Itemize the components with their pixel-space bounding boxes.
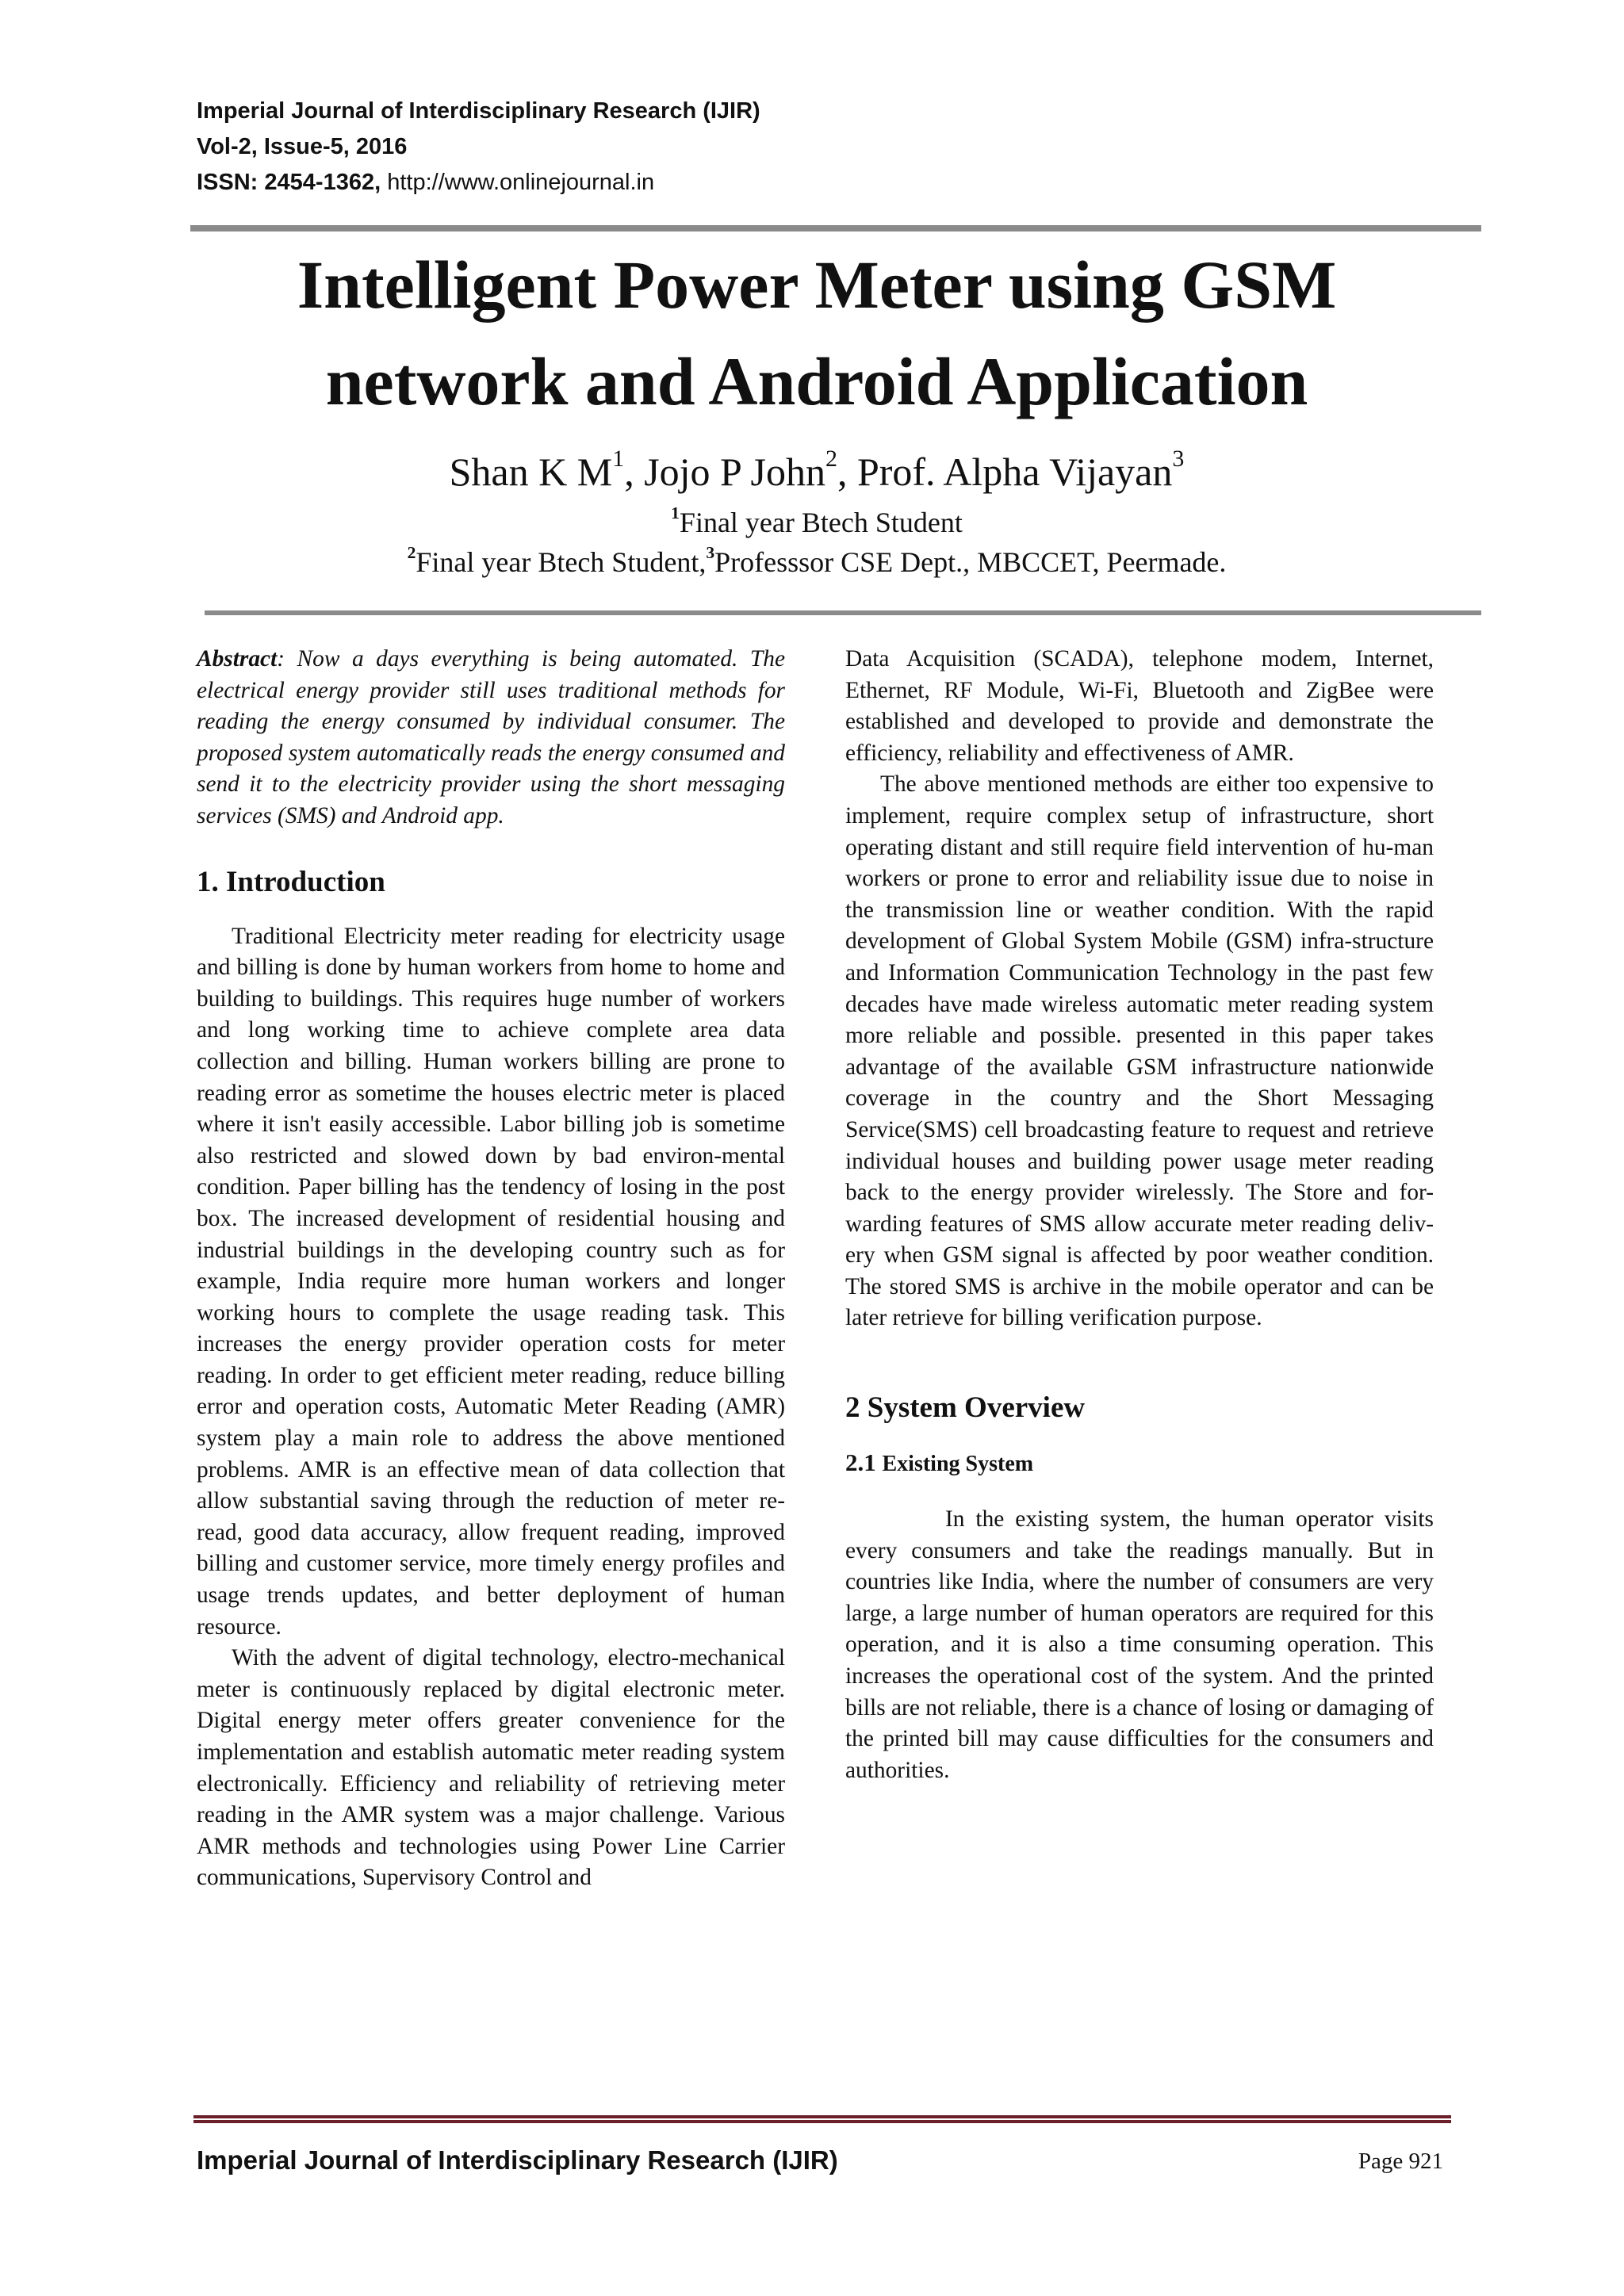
journal-name: Imperial Journal of Interdisciplinary Research (IJIR): [197, 98, 760, 124]
title-line-1: Intelligent Power Meter using GSM: [297, 247, 1337, 323]
page-footer: [197, 2145, 1443, 2177]
paragraph: In the existing system, the human operator visits every consumers and take the readings manually. But in countries like India, where the number of consumers are very large, a large number of human operators are required for this operation, and it is also a time consuming operation. This increases the operational cost of the system. And the printed bills are not reliable, there is a chance of losing or damaging of the printed bill may cause difficulties for the consumers and authorities.: [845, 1506, 1434, 1783]
header-divider: [190, 225, 1481, 232]
affiliation-1-text: Final year Btech Student: [679, 507, 963, 538]
abstract-text: : Now a days everything is being automated. The electrical energy provider still uses traditional methods for reading the energy consumed by individual consumer. The proposed system automatically reads the energy consumed and send it to the electricity provider using the short messaging services (SMS) and Android app.: [197, 646, 785, 828]
subsection-title: Existing System: [882, 1452, 1034, 1477]
footer-divider: [193, 2115, 1451, 2123]
volume-issue: Vol-2, Issue-5, 2016: [197, 134, 408, 159]
author-list: [190, 444, 1443, 499]
abstract-label: Abstract: [197, 646, 278, 672]
issn-label: ISSN: 2454-1362,: [197, 170, 381, 195]
journal-url[interactable]: http://www.onlinejournal.in: [381, 170, 655, 195]
left-column: [197, 644, 785, 1894]
author-separator: ,: [624, 450, 645, 494]
affiliation-2: [190, 544, 1443, 580]
affiliation-2-sup: 2: [407, 542, 416, 562]
author-3: Prof. Alpha Vijayan: [856, 450, 1173, 494]
paragraph: Data Acquisition (SCADA), telephone modem, Internet, Ethernet, RF Module, Wi-Fi, Bluetooth and ZigBee were established and developed to provide and demonstrate the efficiency, reliability and effectiveness of AMR.: [845, 646, 1434, 766]
page-number: Page 921: [1358, 2149, 1443, 2174]
author-1: Shan K M: [449, 450, 613, 494]
affiliation-1: [190, 504, 1443, 541]
journal-header: [197, 94, 1228, 201]
paragraph: Traditional Electricity meter reading for electricity usage and billing is done by human workers from home to home and building to buildings. This requires huge number of workers and long working time to achieve complete area data collection and billing. Human workers billing are prone to reading error as sometime the houses electric meter is placed where it isn't easily accessible. Labor billing job is sometime also restricted and slowed down by bad environ-mental condition. Paper billing has the tendency of losing in the post box. The increased development of residential housing and industrial buildings in the developing country such as for example, India require more human workers and longer working hours to complete the usage reading task. This increases the energy provider operation costs for meter reading. In order to get efficient meter reading, reduce billing error and operation costs, Automatic Meter Reading (AMR) system play a main role to address the above mentioned problems. AMR is an effective mean of data collection that allow substantial saving through the reduction of meter re-read, good data accuracy, allow frequent reading, improved billing and customer service, more timely energy profiles and usage trends updates, and better deployment of human resource.: [197, 923, 785, 1640]
subsection-number: 2.1: [845, 1448, 883, 1477]
author-3-sup: 3: [1172, 446, 1185, 473]
paragraph: The above mentioned methods are either too expensive to implement, require complex setup of infrastructure, short operating distant and still require field intervention of hu-man workers or prone to error and reliability issue due to noise in the transmission line or weather condition. With the rapid development of Global System Mobile (GSM) infra-structure and Information Communication Technology in the past few decades have made wireless automatic meter reading system more reliable and possible. presented in this paper takes advantage of the available GSM infrastructure nationwide coverage in the country and the Short Messaging Service(SMS) cell broadcasting feature to request and retrieve individual houses and building power usage meter reading back to the energy provider wirelessly. The Store and for-warding features of SMS allow accurate meter reading deliv-ery when GSM signal is affected by poor weather condition. The stored SMS is archive in the mobile operator and can be later retrieve for billing verification purpose.: [845, 771, 1434, 1331]
section-heading-system-overview: 2 System Overview: [845, 1391, 1086, 1425]
author-1-sup: 1: [612, 446, 625, 473]
subsection-heading-existing-system: [845, 1447, 1434, 1480]
author-2-sup: 2: [825, 446, 837, 473]
affiliation-3-sup: 3: [706, 542, 715, 562]
issn-line: [197, 165, 1228, 201]
paragraph: With the advent of digital technology, electro-mechanical meter is continuously replaced by digital electronic meter. Digital energy meter offers greater convenience for the implementation and establish automatic meter reading system electronically. Efficiency and reliability of retrieving meter reading in the AMR system was a major challenge. Various AMR methods and technologies using Power Line Carrier communications, Supervisory Control and: [197, 1645, 785, 1891]
paper-title: [190, 236, 1443, 430]
footer-journal-name: Imperial Journal of Interdisciplinary Research (IJIR): [197, 2145, 838, 2175]
affiliation-2-text: Final year Btech Student,: [416, 546, 707, 578]
abstract: [197, 644, 785, 832]
section-heading-introduction: 1. Introduction: [197, 865, 385, 898]
title-divider: [205, 610, 1481, 615]
affiliation-3-text: Professsor CSE Dept., MBCCET, Peermade.: [714, 546, 1227, 578]
author-2: Jojo P John: [644, 450, 825, 494]
right-column: [845, 644, 1434, 1786]
title-line-2: network and Android Application: [325, 343, 1308, 419]
affiliation-1-sup: 1: [671, 503, 680, 522]
author-separator: ,: [837, 450, 857, 494]
